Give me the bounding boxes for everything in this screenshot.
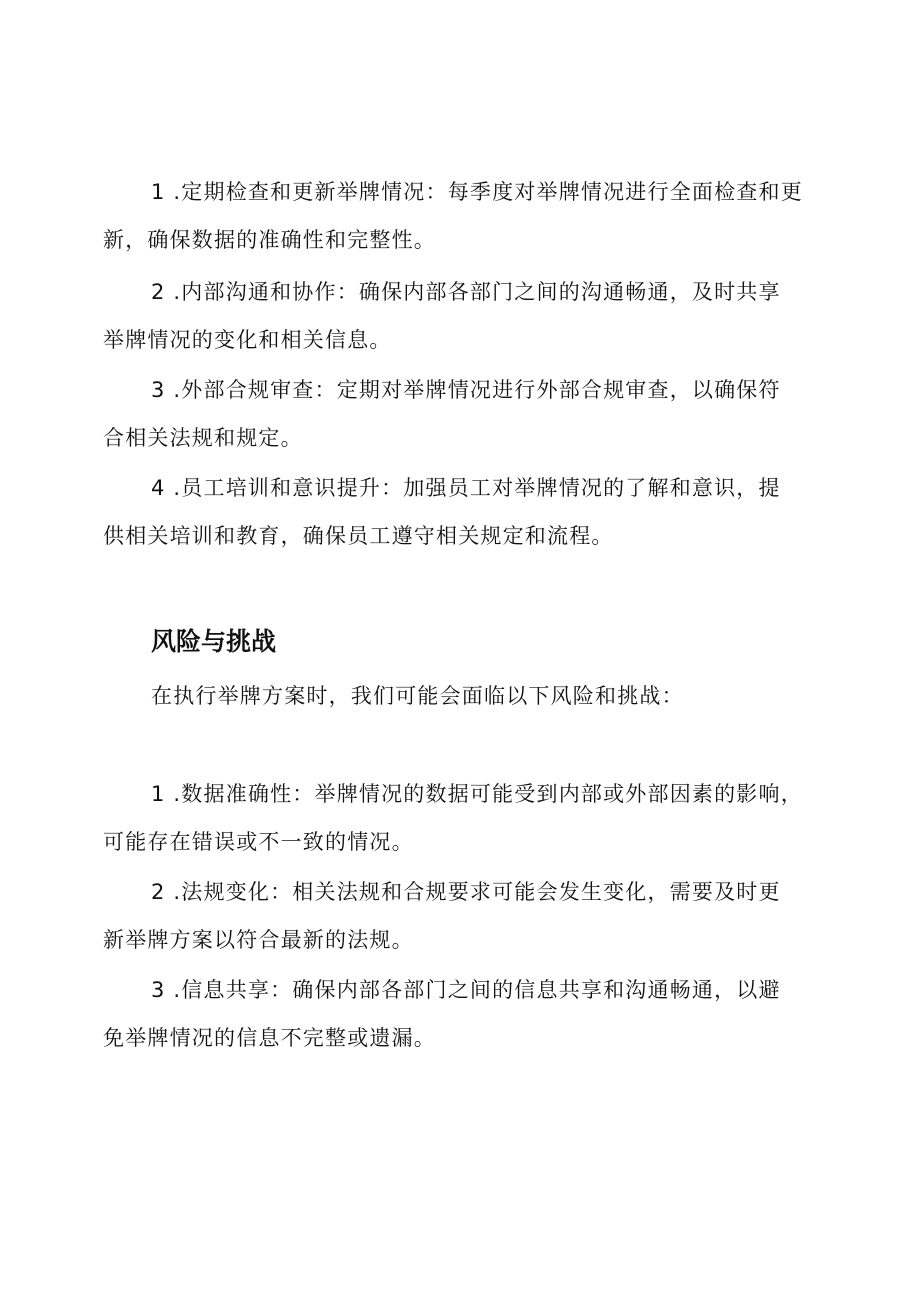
section-intro: 在执行举牌方案时，我们可能会面临以下风险和挑战： (151, 684, 684, 708)
list-item-line1: 4 .员工培训和意识提升：加强员工对举牌情况的了解和意识，提 (151, 476, 781, 500)
list-item (0, 868, 920, 966)
section-heading: 风险与挑战 (151, 627, 277, 656)
list-item (0, 168, 920, 268)
list-item (0, 966, 920, 1064)
list-item-line2: 新，确保数据的准确性和完整性。 (103, 228, 436, 252)
list-item-line2: 免举牌情况的信息不完整或遗漏。 (103, 1026, 436, 1050)
list-item-line1: 1 .数据准确性：举牌情况的数据可能受到内部或外部因素的影响， (151, 782, 803, 806)
list-item-line2: 供相关培训和教育，确保员工遵守相关规定和流程。 (103, 524, 614, 548)
list-item-line1: 2 .法规变化：相关法规和合规要求可能会发生变化，需要及时更 (151, 880, 781, 904)
list-item-line1: 3 .外部合规审查：定期对举牌情况进行外部合规审查，以确保符 (151, 378, 781, 402)
list-item (0, 366, 920, 464)
list-item (0, 268, 920, 366)
maintenance-list (0, 168, 920, 562)
list-item-line2: 可能存在错误或不一致的情况。 (103, 830, 414, 854)
list-item-line1: 3 .信息共享：确保内部各部门之间的信息共享和沟通畅通，以避 (151, 978, 781, 1002)
list-item-line1: 1 .定期检查和更新举牌情况：每季度对举牌情况进行全面检查和更 (151, 180, 803, 204)
list-item-line2: 举牌情况的变化和相关信息。 (103, 328, 392, 352)
list-item-line2: 合相关法规和规定。 (103, 426, 303, 450)
list-item-line1: 2 .内部沟通和协作：确保内部各部门之间的沟通畅通，及时共享 (151, 280, 781, 304)
list-item-line2: 新举牌方案以符合最新的法规。 (103, 928, 414, 952)
risk-list (0, 770, 920, 1064)
list-item (0, 770, 920, 868)
list-item (0, 464, 920, 562)
